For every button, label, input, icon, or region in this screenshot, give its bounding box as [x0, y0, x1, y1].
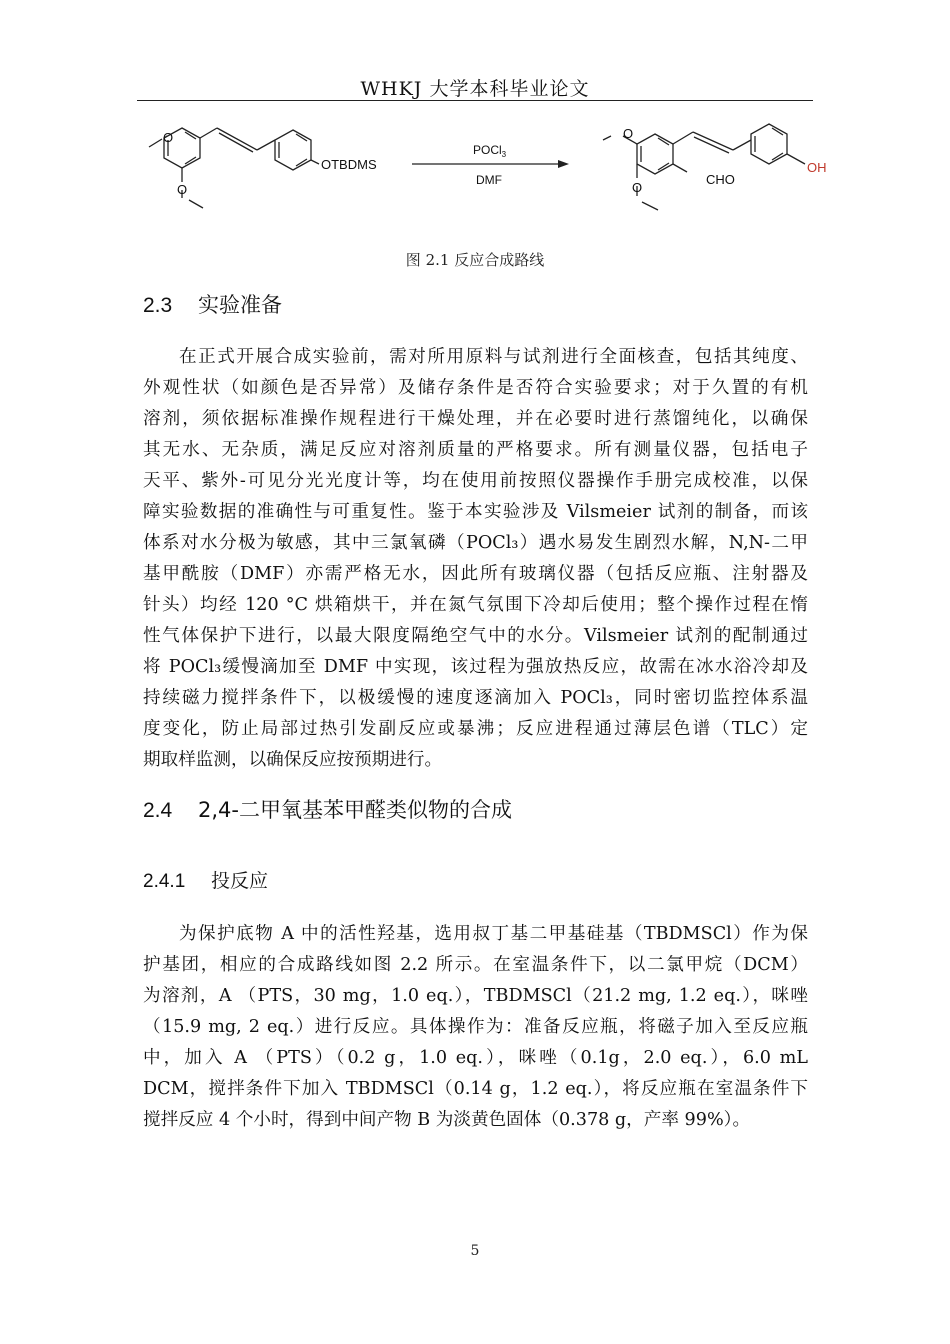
paragraph-line: 将 POCl₃缓慢滴加至 DMF 中实现，该过程为强放热反应，故需在冰水浴冷却及 [143, 657, 808, 677]
reactant-methoxy-top: O [163, 130, 174, 145]
paragraph-line: 持续磁力搅拌条件下，以极缓慢的速度逐滴加入 POCl₃，同时密切监控体系温 [143, 688, 808, 708]
paragraph-line: 溶剂，须依据标准操作规程进行干燥处理，并在必要时进行蒸馏纯化，以确保 [143, 409, 808, 429]
paragraph-line: 度变化，防止局部过热引发副反应或暴沸；反应进程通过薄层色谱（TLC）定 [143, 719, 808, 739]
section-title: 实验准备 [198, 293, 282, 317]
reactant-ring-right [275, 130, 311, 170]
page-number: 5 [470, 1243, 480, 1259]
paragraph-line: 性气体保护下进行，以最大限度隔绝空气中的水分。Vilsmeier 试剂的配制通过 [143, 626, 808, 646]
product-cho-label: CHO [706, 172, 735, 187]
paragraph-2-4-1 [143, 919, 808, 1136]
product-ring-right [751, 124, 787, 164]
reagent-dmf: DMF [476, 173, 502, 187]
section-heading-2-4-1 [143, 866, 268, 893]
paragraph-line: 护基团，相应的合成路线如图 2.2 所示。在室温条件下，以二氯甲烷（DCM） [143, 955, 808, 975]
paragraph-line: 障实验数据的准确性与可重复性。鉴于本实验涉及 Vilsmeier 试剂的制备，而该 [143, 502, 808, 522]
running-header [137, 74, 813, 101]
reactant-otbdms-label: OTBDMS [321, 157, 377, 172]
section-number: 2.3 [143, 294, 173, 317]
section-number: 2.4.1 [143, 871, 186, 892]
product-ring-left [637, 134, 673, 174]
section-title: 2,4-二甲氧基苯甲醛类似物的合成 [198, 798, 512, 822]
paragraph-line: 天平、紫外-可见分光光度计等，均在使用前按照仪器操作手册完成校准，以保 [143, 471, 808, 491]
header-latin: WHKJ [360, 78, 423, 100]
product-methoxy-bottom: O [632, 180, 643, 195]
paragraph-line: 在正式开展合成实验前，需对所用原料与试剂进行全面核查，包括其纯度、 [179, 347, 808, 367]
product-oh-label: OH [807, 160, 827, 175]
section-number: 2.4 [143, 799, 173, 822]
paragraph-line: （15.9 mg, 2 eq.）进行反应。具体操作为：准备反应瓶，将磁子加入至反应瓶 [143, 1017, 808, 1037]
header-rule [137, 100, 813, 101]
paragraph-line: 体系对水分极为敏感，其中三氯氧磷（POCl₃）遇水易发生剧烈水解，N,N-二甲 [143, 533, 808, 553]
paragraph-line: 其无水、无杂质，满足反应对溶剂质量的严格要求。所有测量仪器，包括电子 [143, 440, 808, 460]
paragraph-line: DCM，搅拌条件下加入 TBDMSCl（0.14 g，1.2 eq.），将反应瓶在室温条件下 [143, 1079, 808, 1099]
paragraph-2-3 [143, 342, 808, 776]
paragraph-line: 期取样监测，以确保反应按预期进行。 [143, 750, 443, 770]
reagent-pocl: POCl$_3$ [473, 143, 507, 159]
figure-caption: 图 2.1 反应合成路线 [405, 251, 545, 269]
paragraph-line: 为保护底物 A 中的活性羟基，选用叔丁基二甲基硅基（TBDMSCl）作为保 [179, 924, 808, 944]
reactant-methoxy-bottom: O [177, 182, 188, 197]
section-title: 投反应 [211, 870, 269, 892]
paragraph-line: 针头）均经 120 °C 烘箱烘干，并在氮气氛围下冷却后使用；整个操作过程在惰 [143, 595, 808, 615]
paragraph-line: 中，加入 A （PTS）（0.2 g，1.0 eq.），咪唑（0.1g，2.0 eq.），6.0 mL [143, 1048, 808, 1068]
section-heading-2-4 [143, 794, 512, 824]
reaction-scheme [137, 112, 837, 232]
section-heading-2-3 [143, 289, 282, 319]
paragraph-line: 为溶剂，A （PTS，30 mg，1.0 eq.），TBDMSCl（21.2 mg, 1.2 eq.），咪唑 [143, 986, 808, 1006]
paragraph-line: 搅拌反应 4 个小时，得到中间产物 B 为淡黄色固体（0.378 g，产率 99%）。 [143, 1110, 751, 1130]
product-methoxy-top: O [623, 126, 634, 141]
header-cjk: 大学本科毕业论文 [429, 78, 590, 100]
paragraph-line: 外观性状（如颜色是否异常）及储存条件是否符合实验要求；对于久置的有机 [143, 378, 808, 398]
paragraph-line: 基甲酰胺（DMF）亦需严格无水，因此所有玻璃仪器（包括反应瓶、注射器及 [143, 564, 808, 584]
